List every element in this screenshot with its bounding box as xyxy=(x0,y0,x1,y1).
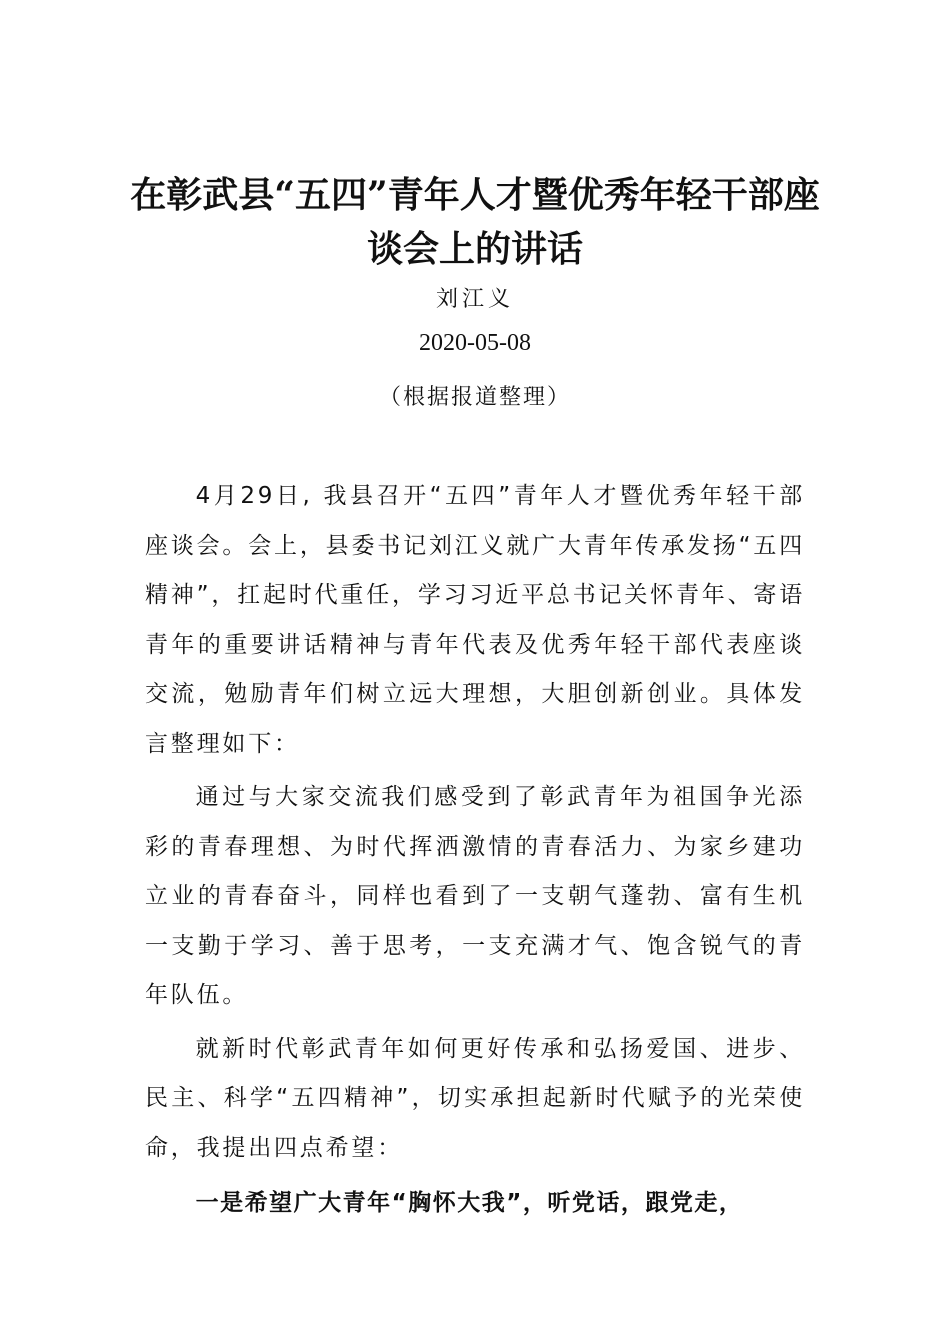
paragraph-hopes-intro: 就新时代彰武青年如何更好传承和弘扬爱国、进步、民主、科学“五四精神”，切实承担起新时代赋予的光荣使命，我提出四点希望： xyxy=(145,1035,805,1161)
author-name: 刘江义 xyxy=(435,287,514,312)
paragraph-impressions: 通过与大家交流我们感受到了彰武青年为祖国争光添彩的青春理想、为时代挥洒激情的青春活力、为家乡建功立业的青春奋斗，同样也看到了一支朝气蓬勃、富有生机一支勤于学习、善于思考，一支充满才气、饱含锐气的青年队伍。 xyxy=(145,784,805,1008)
document-body xyxy=(145,472,805,1233)
publish-date: 2020-05-08 xyxy=(419,330,531,356)
paragraph-first-hope: 一是希望广大青年“胸怀大我”，听党话，跟党走， xyxy=(195,1190,744,1216)
source-note: （根据报道整理） xyxy=(378,385,571,410)
document-title: 在彰武县“五四”青年人才暨优秀年轻干部座谈会上的讲话 xyxy=(130,174,820,270)
paragraph-intro: 4月29日, 我县召开“五四”青年人才暨优秀年轻干部座谈会。会上，县委书记刘江义就广大青年传承发扬“五四精神”，扛起时代重任，学习习近平总书记关怀青年、寄语青年的重要讲话精神与青年代表及优秀年轻干部代表座谈交流，勉励青年们树立远大理想，大胆创新创业。具体发言整理如下： xyxy=(145,483,805,757)
